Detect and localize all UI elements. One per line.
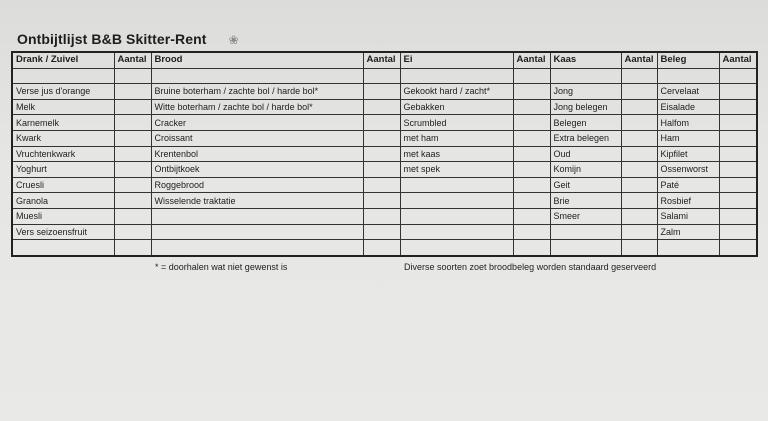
item-cell: Komijn: [550, 162, 621, 178]
quantity-cell[interactable]: [621, 146, 657, 162]
quantity-cell[interactable]: [363, 130, 400, 146]
column-header-aantal-ei: Aantal: [513, 52, 550, 68]
quantity-cell[interactable]: [719, 130, 757, 146]
item-cell: Belegen: [550, 115, 621, 131]
quantity-cell[interactable]: [621, 130, 657, 146]
quantity-cell[interactable]: [114, 177, 151, 193]
item-cell: Kipfilet: [657, 146, 719, 162]
item-cell: Jong belegen: [550, 99, 621, 115]
item-cell: Jong: [550, 84, 621, 100]
column-header-drank: Drank / Zuivel: [12, 52, 114, 68]
item-cell: Cruesli: [12, 177, 114, 193]
item-cell: Karnemelk: [12, 115, 114, 131]
quantity-cell[interactable]: [114, 224, 151, 240]
quantity-cell[interactable]: [513, 68, 550, 84]
item-cell: Muesli: [12, 208, 114, 224]
item-cell: Vruchtenkwark: [12, 146, 114, 162]
item-cell: [400, 177, 513, 193]
quantity-cell[interactable]: [513, 99, 550, 115]
item-cell: [657, 240, 719, 256]
quantity-cell[interactable]: [513, 84, 550, 100]
item-cell: Smeer: [550, 208, 621, 224]
item-cell: [151, 68, 363, 84]
item-cell: Oud: [550, 146, 621, 162]
item-cell: [400, 208, 513, 224]
quantity-cell[interactable]: [719, 68, 757, 84]
item-cell: Cracker: [151, 115, 363, 131]
item-cell: Scrumbled: [400, 115, 513, 131]
item-cell: Cervelaat: [657, 84, 719, 100]
column-header-aantal-beleg: Aantal: [719, 52, 757, 68]
quantity-cell[interactable]: [719, 99, 757, 115]
table-row: [12, 115, 757, 131]
table-row: [12, 224, 757, 240]
quantity-cell[interactable]: [513, 130, 550, 146]
item-cell: Ham: [657, 130, 719, 146]
column-header-aantal-drank: Aantal: [114, 52, 151, 68]
item-cell: Gebakken: [400, 99, 513, 115]
quantity-cell[interactable]: [719, 84, 757, 100]
quantity-cell[interactable]: [719, 193, 757, 209]
quantity-cell[interactable]: [363, 68, 400, 84]
item-cell: [151, 224, 363, 240]
item-cell: Geit: [550, 177, 621, 193]
quantity-cell[interactable]: [621, 68, 657, 84]
quantity-cell[interactable]: [621, 84, 657, 100]
quantity-cell[interactable]: [513, 240, 550, 256]
quantity-cell[interactable]: [363, 193, 400, 209]
quantity-cell[interactable]: [513, 162, 550, 178]
column-header-kaas: Kaas: [550, 52, 621, 68]
item-cell: Melk: [12, 99, 114, 115]
quantity-cell[interactable]: [363, 84, 400, 100]
item-cell: Krentenbol: [151, 146, 363, 162]
item-cell: met ham: [400, 130, 513, 146]
quantity-cell[interactable]: [719, 224, 757, 240]
quantity-cell[interactable]: [513, 208, 550, 224]
item-cell: Salami: [657, 208, 719, 224]
footnote-strike-instruction: * = doorhalen wat niet gewenst is: [155, 262, 288, 272]
quantity-cell[interactable]: [719, 146, 757, 162]
quantity-cell[interactable]: [719, 115, 757, 131]
quantity-cell[interactable]: [363, 115, 400, 131]
quantity-cell[interactable]: [114, 146, 151, 162]
quantity-cell[interactable]: [719, 162, 757, 178]
item-cell: Eisalade: [657, 99, 719, 115]
item-cell: Ossenworst: [657, 162, 719, 178]
quantity-cell[interactable]: [363, 162, 400, 178]
order-table: [11, 51, 758, 257]
item-cell: [151, 208, 363, 224]
quantity-cell[interactable]: [621, 208, 657, 224]
table-row: [12, 68, 757, 84]
item-cell: Roggebrood: [151, 177, 363, 193]
rose-icon: ❀: [228, 33, 239, 47]
quantity-cell[interactable]: [621, 193, 657, 209]
quantity-cell[interactable]: [513, 177, 550, 193]
item-cell: [400, 68, 513, 84]
item-cell: Zalm: [657, 224, 719, 240]
quantity-cell[interactable]: [114, 84, 151, 100]
item-cell: Brie: [550, 193, 621, 209]
item-cell: Ontbijtkoek: [151, 162, 363, 178]
quantity-cell[interactable]: [621, 224, 657, 240]
quantity-cell[interactable]: [513, 115, 550, 131]
column-header-beleg: Beleg: [657, 52, 719, 68]
quantity-cell[interactable]: [621, 240, 657, 256]
table-row: [12, 193, 757, 209]
quantity-cell[interactable]: [363, 99, 400, 115]
quantity-cell[interactable]: [513, 193, 550, 209]
item-cell: Vers seizoensfruit: [12, 224, 114, 240]
item-cell: Gekookt hard / zacht*: [400, 84, 513, 100]
table-row: [12, 84, 757, 100]
quantity-cell[interactable]: [114, 240, 151, 256]
quantity-cell[interactable]: [719, 208, 757, 224]
item-cell: Witte boterham / zachte bol / harde bol*: [151, 99, 363, 115]
item-cell: [400, 240, 513, 256]
item-cell: Rosbief: [657, 193, 719, 209]
quantity-cell[interactable]: [513, 224, 550, 240]
form-title-text: Ontbijtlijst B&B Skitter-Rent: [17, 31, 207, 47]
quantity-cell[interactable]: [363, 224, 400, 240]
item-cell: [400, 224, 513, 240]
item-cell: Bruine boterham / zachte bol / harde bol*: [151, 84, 363, 100]
item-cell: Kwark: [12, 130, 114, 146]
quantity-cell[interactable]: [114, 68, 151, 84]
item-cell: met spek: [400, 162, 513, 178]
table-row: [12, 99, 757, 115]
item-cell: [550, 68, 621, 84]
item-cell: [400, 193, 513, 209]
item-cell: Verse jus d'orange: [12, 84, 114, 100]
quantity-cell[interactable]: [363, 177, 400, 193]
table-header-row: [12, 52, 757, 68]
table-row: [12, 130, 757, 146]
table-row: [12, 240, 757, 256]
quantity-cell[interactable]: [621, 177, 657, 193]
quantity-cell[interactable]: [363, 240, 400, 256]
footnote-sweet-spreads: Diverse soorten zoet broodbeleg worden standaard geserveerd: [404, 262, 657, 272]
table-row: [12, 146, 757, 162]
item-cell: [12, 240, 114, 256]
quantity-cell[interactable]: [621, 99, 657, 115]
column-header-aantal-brood: Aantal: [363, 52, 400, 68]
item-cell: [550, 240, 621, 256]
table-row: [12, 177, 757, 193]
quantity-cell[interactable]: [114, 130, 151, 146]
item-cell: Yoghurt: [12, 162, 114, 178]
quantity-cell[interactable]: [363, 208, 400, 224]
item-cell: Croissant: [151, 130, 363, 146]
quantity-cell[interactable]: [719, 240, 757, 256]
item-cell: Paté: [657, 177, 719, 193]
item-cell: [151, 240, 363, 256]
column-header-aantal-kaas: Aantal: [621, 52, 657, 68]
form-title: [17, 31, 239, 47]
item-cell: Halfom: [657, 115, 719, 131]
quantity-cell[interactable]: [621, 162, 657, 178]
quantity-cell[interactable]: [114, 193, 151, 209]
item-cell: [550, 224, 621, 240]
quantity-cell[interactable]: [363, 146, 400, 162]
item-cell: Wisselende traktatie: [151, 193, 363, 209]
quantity-cell[interactable]: [114, 115, 151, 131]
quantity-cell[interactable]: [114, 208, 151, 224]
quantity-cell[interactable]: [114, 162, 151, 178]
quantity-cell[interactable]: [621, 115, 657, 131]
quantity-cell[interactable]: [513, 146, 550, 162]
column-header-brood: Brood: [151, 52, 363, 68]
column-header-ei: Ei: [400, 52, 513, 68]
item-cell: [657, 68, 719, 84]
item-cell: Granola: [12, 193, 114, 209]
item-cell: met kaas: [400, 146, 513, 162]
quantity-cell[interactable]: [719, 177, 757, 193]
item-cell: Extra belegen: [550, 130, 621, 146]
table-row: [12, 162, 757, 178]
item-cell: [12, 68, 114, 84]
table-row: [12, 208, 757, 224]
quantity-cell[interactable]: [114, 99, 151, 115]
